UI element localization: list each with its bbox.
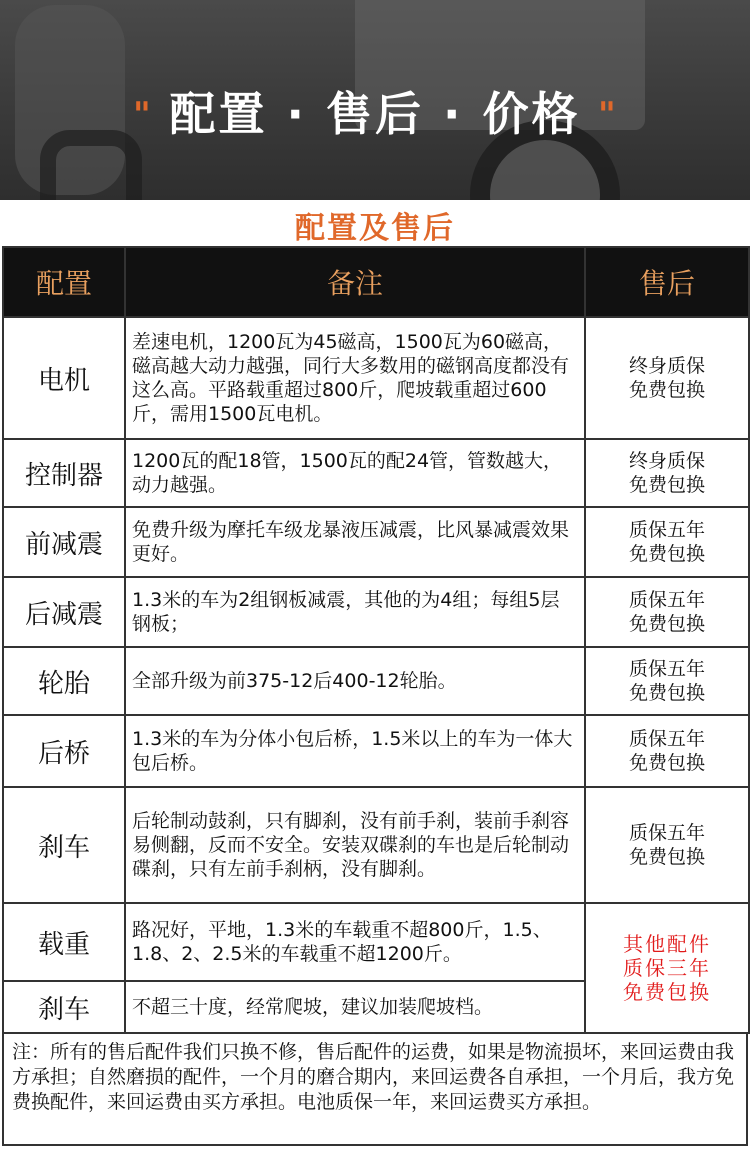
row-name: 刹车 [3, 981, 125, 1033]
row-note: 路况好，平地，1.3米的车载重不超800斤，1.5、1.8、2、2.5米的车载重不超1200斤。 [125, 903, 585, 981]
row-name: 后减震 [3, 577, 125, 647]
row-warranty [585, 439, 749, 507]
warranty-line: 质保五年 [628, 589, 705, 611]
row-name: 电机 [3, 317, 125, 439]
row-note: 后轮制动鼓刹，只有脚刹，没有前手刹，装前手刹容易侧翻，反而不安全。安装双碟刹的车也是后轮制动碟刹，只有左前手刹柄，没有脚刹。 [125, 787, 585, 903]
page-title: 配置 · 售后 · 价格 [169, 87, 581, 141]
warranty-line: 免费包换 [628, 682, 705, 704]
table-row [3, 787, 749, 903]
table-header-row [3, 247, 749, 317]
row-note: 1.3米的车为分体小包后桥，1.5米以上的车为一体大包后桥。 [125, 715, 585, 787]
footnote: 注：所有的售后配件我们只换不修，售后配件的运费，如果是物流损坏，来回运费由我方承担；自然磨损的配件，一个月的磨合期内，来回运费各自承担，一个月后，我方免费换配件，来回运费由买方承担。电池质保一年，来回运费买方承担。 [2, 1034, 748, 1146]
header-notes: 备注 [125, 247, 585, 317]
quote-mark-right: " [598, 95, 616, 135]
row-name: 前减震 [3, 507, 125, 577]
table-row [3, 439, 749, 507]
warranty-line: 终身质保 [628, 355, 705, 377]
warranty-line: 免费包换 [628, 543, 705, 565]
row-name: 载重 [3, 903, 125, 981]
row-warranty [585, 577, 749, 647]
table-row [3, 647, 749, 715]
config-table [2, 246, 750, 1034]
table-row [3, 903, 749, 981]
warranty-line: 免费包换 [628, 613, 705, 635]
row-warranty [585, 507, 749, 577]
table-row [3, 507, 749, 577]
row-name: 控制器 [3, 439, 125, 507]
warranty-line: 质保五年 [628, 658, 705, 680]
row-warranty [585, 715, 749, 787]
warranty-line: 质保五年 [628, 822, 705, 844]
row-name: 轮胎 [3, 647, 125, 715]
header-banner [0, 0, 750, 200]
header-config: 配置 [3, 247, 125, 317]
row-note: 1.3米的车为2组钢板减震，其他的为4组；每组5层钢板； [125, 577, 585, 647]
row-note: 不超三十度，经常爬坡，建议加装爬坡档。 [125, 981, 585, 1033]
header-after-sales: 售后 [585, 247, 749, 317]
row-name: 刹车 [3, 787, 125, 903]
row-note: 差速电机，1200瓦为45磁高，1500瓦为60磁高，磁高越大动力越强，同行大多数用的磁钢高度都没有这么高。平路载重超过800斤，爬坡载重超过600斤，需用1500瓦电机。 [125, 317, 585, 439]
section-title: 配置及售后 [295, 211, 455, 246]
table-row [3, 715, 749, 787]
row-name: 后桥 [3, 715, 125, 787]
shared-warranty [585, 903, 749, 1033]
warranty-line: 免费包换 [623, 980, 711, 1004]
row-warranty [585, 317, 749, 439]
warranty-line: 质保五年 [628, 519, 705, 541]
row-note: 免费升级为摩托车级龙暴液压减震，比风暴减震效果更好。 [125, 507, 585, 577]
row-note: 全部升级为前375-12后400-12轮胎。 [125, 647, 585, 715]
table-row [3, 577, 749, 647]
table-row [3, 317, 749, 439]
warranty-line: 其他配件 [623, 932, 711, 956]
row-warranty [585, 647, 749, 715]
warranty-line: 免费包换 [628, 379, 705, 401]
warranty-line: 免费包换 [628, 752, 705, 774]
row-warranty [585, 787, 749, 903]
warranty-line: 免费包换 [628, 846, 705, 868]
row-note: 1200瓦的配18管，1500瓦的配24管，管数越大，动力越强。 [125, 439, 585, 507]
quote-mark-left: " [133, 95, 151, 135]
warranty-line: 质保五年 [628, 728, 705, 750]
warranty-line: 免费包换 [628, 474, 705, 496]
warranty-line: 质保三年 [623, 956, 711, 980]
warranty-line: 终身质保 [628, 450, 705, 472]
